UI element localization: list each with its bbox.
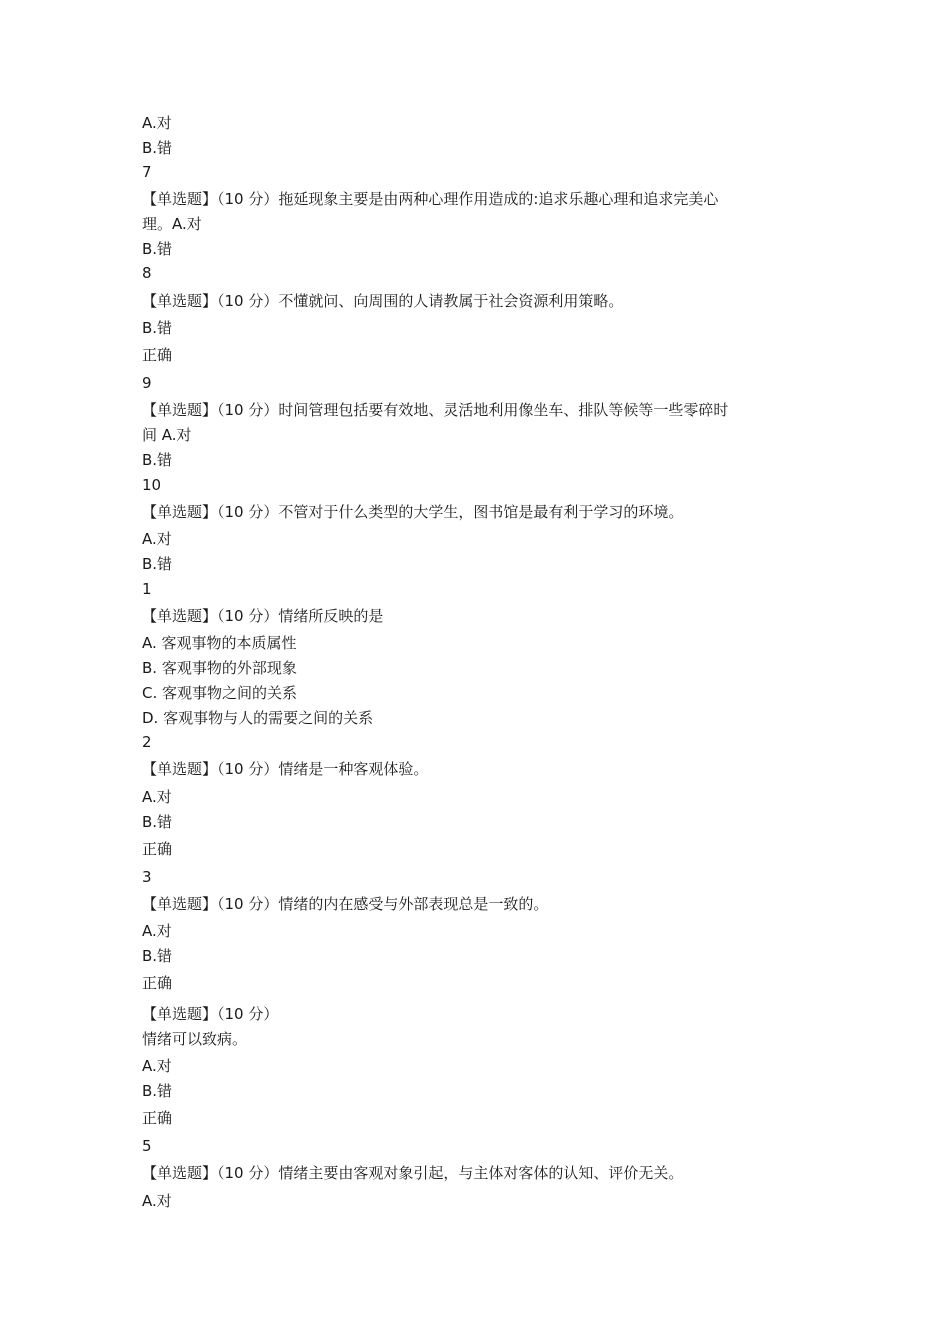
text-line: B.错 — [142, 240, 173, 258]
question-text: 【单选题】（10 分）情绪主要由客观对象引起，与主体对客体的认知、评价无关。 — [142, 1164, 684, 1182]
text-line: A.对 — [142, 530, 172, 548]
option-c: C. 客观事物之间的关系 — [142, 684, 298, 702]
question-number: 1 — [142, 580, 152, 598]
question-text: 【单选题】（10 分）情绪是一种客观体验。 — [142, 760, 429, 778]
text-line: B.错 — [142, 555, 173, 573]
text-line: B.错 — [142, 139, 173, 157]
text-line: B.错 — [142, 319, 173, 337]
text-line: A.对 — [142, 788, 172, 806]
option-a: A. 客观事物的本质属性 — [142, 634, 297, 652]
text-line: B.错 — [142, 813, 173, 831]
question-number: 8 — [142, 264, 152, 282]
question-text: 【单选题】（10 分）情绪所反映的是 — [142, 607, 384, 625]
text-line: A.对 — [142, 1192, 172, 1210]
question-text: 【单选题】（10 分）不懂就问、向周围的人请教属于社会资源利用策略。 — [142, 292, 624, 310]
text-line: 间 A.对 — [142, 426, 192, 444]
answer-correct: 正确 — [142, 974, 173, 992]
question-number: 9 — [142, 374, 152, 392]
text-line: A.对 — [142, 1057, 172, 1075]
question-number: 10 — [142, 476, 162, 494]
question-number: 5 — [142, 1137, 152, 1155]
text-line: B.错 — [142, 451, 173, 469]
question-text: 情绪可以致病。 — [142, 1030, 248, 1048]
option-b: B. 客观事物的外部现象 — [142, 659, 297, 677]
text-line: B.错 — [142, 947, 173, 965]
question-text: 【单选题】（10 分）不管对于什么类型的大学生，图书馆是最有利于学习的环境。 — [142, 503, 684, 521]
text-line: A.对 — [142, 922, 172, 940]
text-line: B.错 — [142, 1082, 173, 1100]
answer-correct: 正确 — [142, 346, 173, 364]
question-text: 【单选题】（10 分）情绪的内在感受与外部表现总是一致的。 — [142, 895, 549, 913]
answer-correct: 正确 — [142, 1109, 173, 1127]
question-text: 【单选题】（10 分）拖延现象主要是由两种心理作用造成的:追求乐趣心理和追求完美心 — [142, 190, 719, 208]
text-line: 理。A.对 — [142, 215, 202, 233]
question-number: 3 — [142, 868, 152, 886]
text-line: A.对 — [142, 114, 172, 132]
question-number: 2 — [142, 733, 152, 751]
answer-correct: 正确 — [142, 840, 173, 858]
option-d: D. 客观事物与人的需要之间的关系 — [142, 709, 374, 727]
question-text: 【单选题】（10 分） — [142, 1005, 279, 1023]
question-text: 【单选题】（10 分）时间管理包括要有效地、灵活地利用像坐车、排队等候等一些零碎时 — [142, 401, 729, 419]
question-number: 7 — [142, 163, 152, 181]
